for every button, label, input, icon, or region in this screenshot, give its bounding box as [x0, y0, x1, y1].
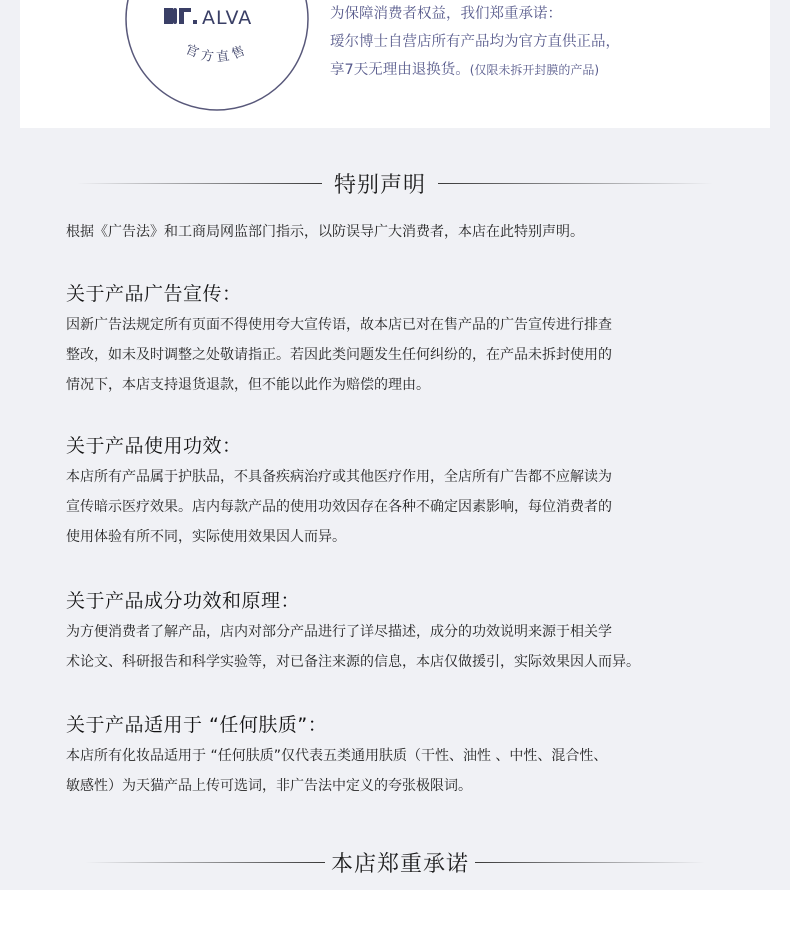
- promise-line-3: [330, 56, 620, 84]
- promise-line-3-note: (仅限未拆开封膜的产品): [469, 63, 600, 77]
- brand-logo-wordmark: ALVA: [202, 7, 253, 29]
- section-body: [66, 310, 756, 400]
- commitment-header: [0, 842, 790, 882]
- section-skin-types: [66, 709, 756, 801]
- section-line: 因新广告法规定所有页面不得使用夸大宣传语，故本店已对在售产品的广告宣传进行排查: [66, 317, 612, 333]
- special-statement-intro: 根据《广告法》和工商局网监部门指示，以防误导广大消费者，本店在此特别声明。: [66, 224, 584, 240]
- promise-text-block: [330, 0, 620, 84]
- official-seal-logo: [124, 0, 310, 112]
- divider-rule-left: [77, 183, 322, 184]
- section-heading: 关于产品广告宣传：: [66, 283, 242, 305]
- section-body: [66, 617, 756, 677]
- section-efficacy: [66, 430, 756, 552]
- special-statement-title: 特别声明: [333, 172, 426, 198]
- section-line: 为方便消费者了解产品，店内对部分产品进行了详尽描述，成分的功效说明来源于相关学: [66, 624, 612, 640]
- section-line: 本店所有化妆品适用于 “任何肤质”仅代表五类通用肤质（干性、油性 、中性、混合性、: [66, 748, 608, 764]
- section-line: 敏感性）为天猫产品上传可选词，非广告法中定义的夸张极限词。: [66, 778, 472, 794]
- brand-logo-lettering: [164, 8, 197, 24]
- promise-line-2: 瑷尔博士自营店所有产品均为官方直供正品，: [330, 34, 620, 50]
- seal-graphic: [124, 0, 310, 112]
- section-body: [66, 462, 756, 552]
- section-line: 使用体验有所不同，实际使用效果因人而异。: [66, 529, 346, 545]
- section-heading: 关于产品成分功效和原理：: [66, 590, 301, 612]
- divider-rule-left: [85, 862, 325, 863]
- section-heading: 关于产品使用功效：: [66, 435, 242, 457]
- section-line: 本店所有产品属于护肤品，不具备疾病治疗或其他医疗作用，全店所有广告都不应解读为: [66, 469, 612, 485]
- special-statement-header: [0, 163, 790, 203]
- section-line: 宣传暗示医疗效果。店内每款产品的使用功效因存在各种不确定因素影响，每位消费者的: [66, 499, 612, 515]
- divider-rule-right: [475, 862, 705, 863]
- promise-line-1: 为保障消费者权益，我们郑重承诺：: [330, 6, 562, 22]
- section-advertising: [66, 278, 756, 400]
- seal-caption: 官方直售: [182, 42, 252, 66]
- section-body: [66, 741, 756, 801]
- section-ingredients: [66, 585, 756, 677]
- section-heading: 关于产品适用于 “任何肤质”：: [66, 714, 328, 736]
- section-line: 术论文、科研报告和科学实验等，对已备注来源的信息，本店仅做援引，实际效果因人而异。: [66, 654, 640, 670]
- divider-rule-right: [438, 183, 713, 184]
- section-line: 情况下，本店支持退货退款，但不能以此作为赔偿的理由。: [66, 377, 430, 393]
- section-line: 整改，如未及时调整之处敬请指正。若因此类问题发生任何纠纷的，在产品未拆封使用的: [66, 347, 612, 363]
- commitment-title: 本店郑重承诺: [330, 851, 469, 877]
- promise-card: [20, 0, 770, 128]
- promise-line-3-main: 享7天无理由退换货。: [330, 62, 470, 78]
